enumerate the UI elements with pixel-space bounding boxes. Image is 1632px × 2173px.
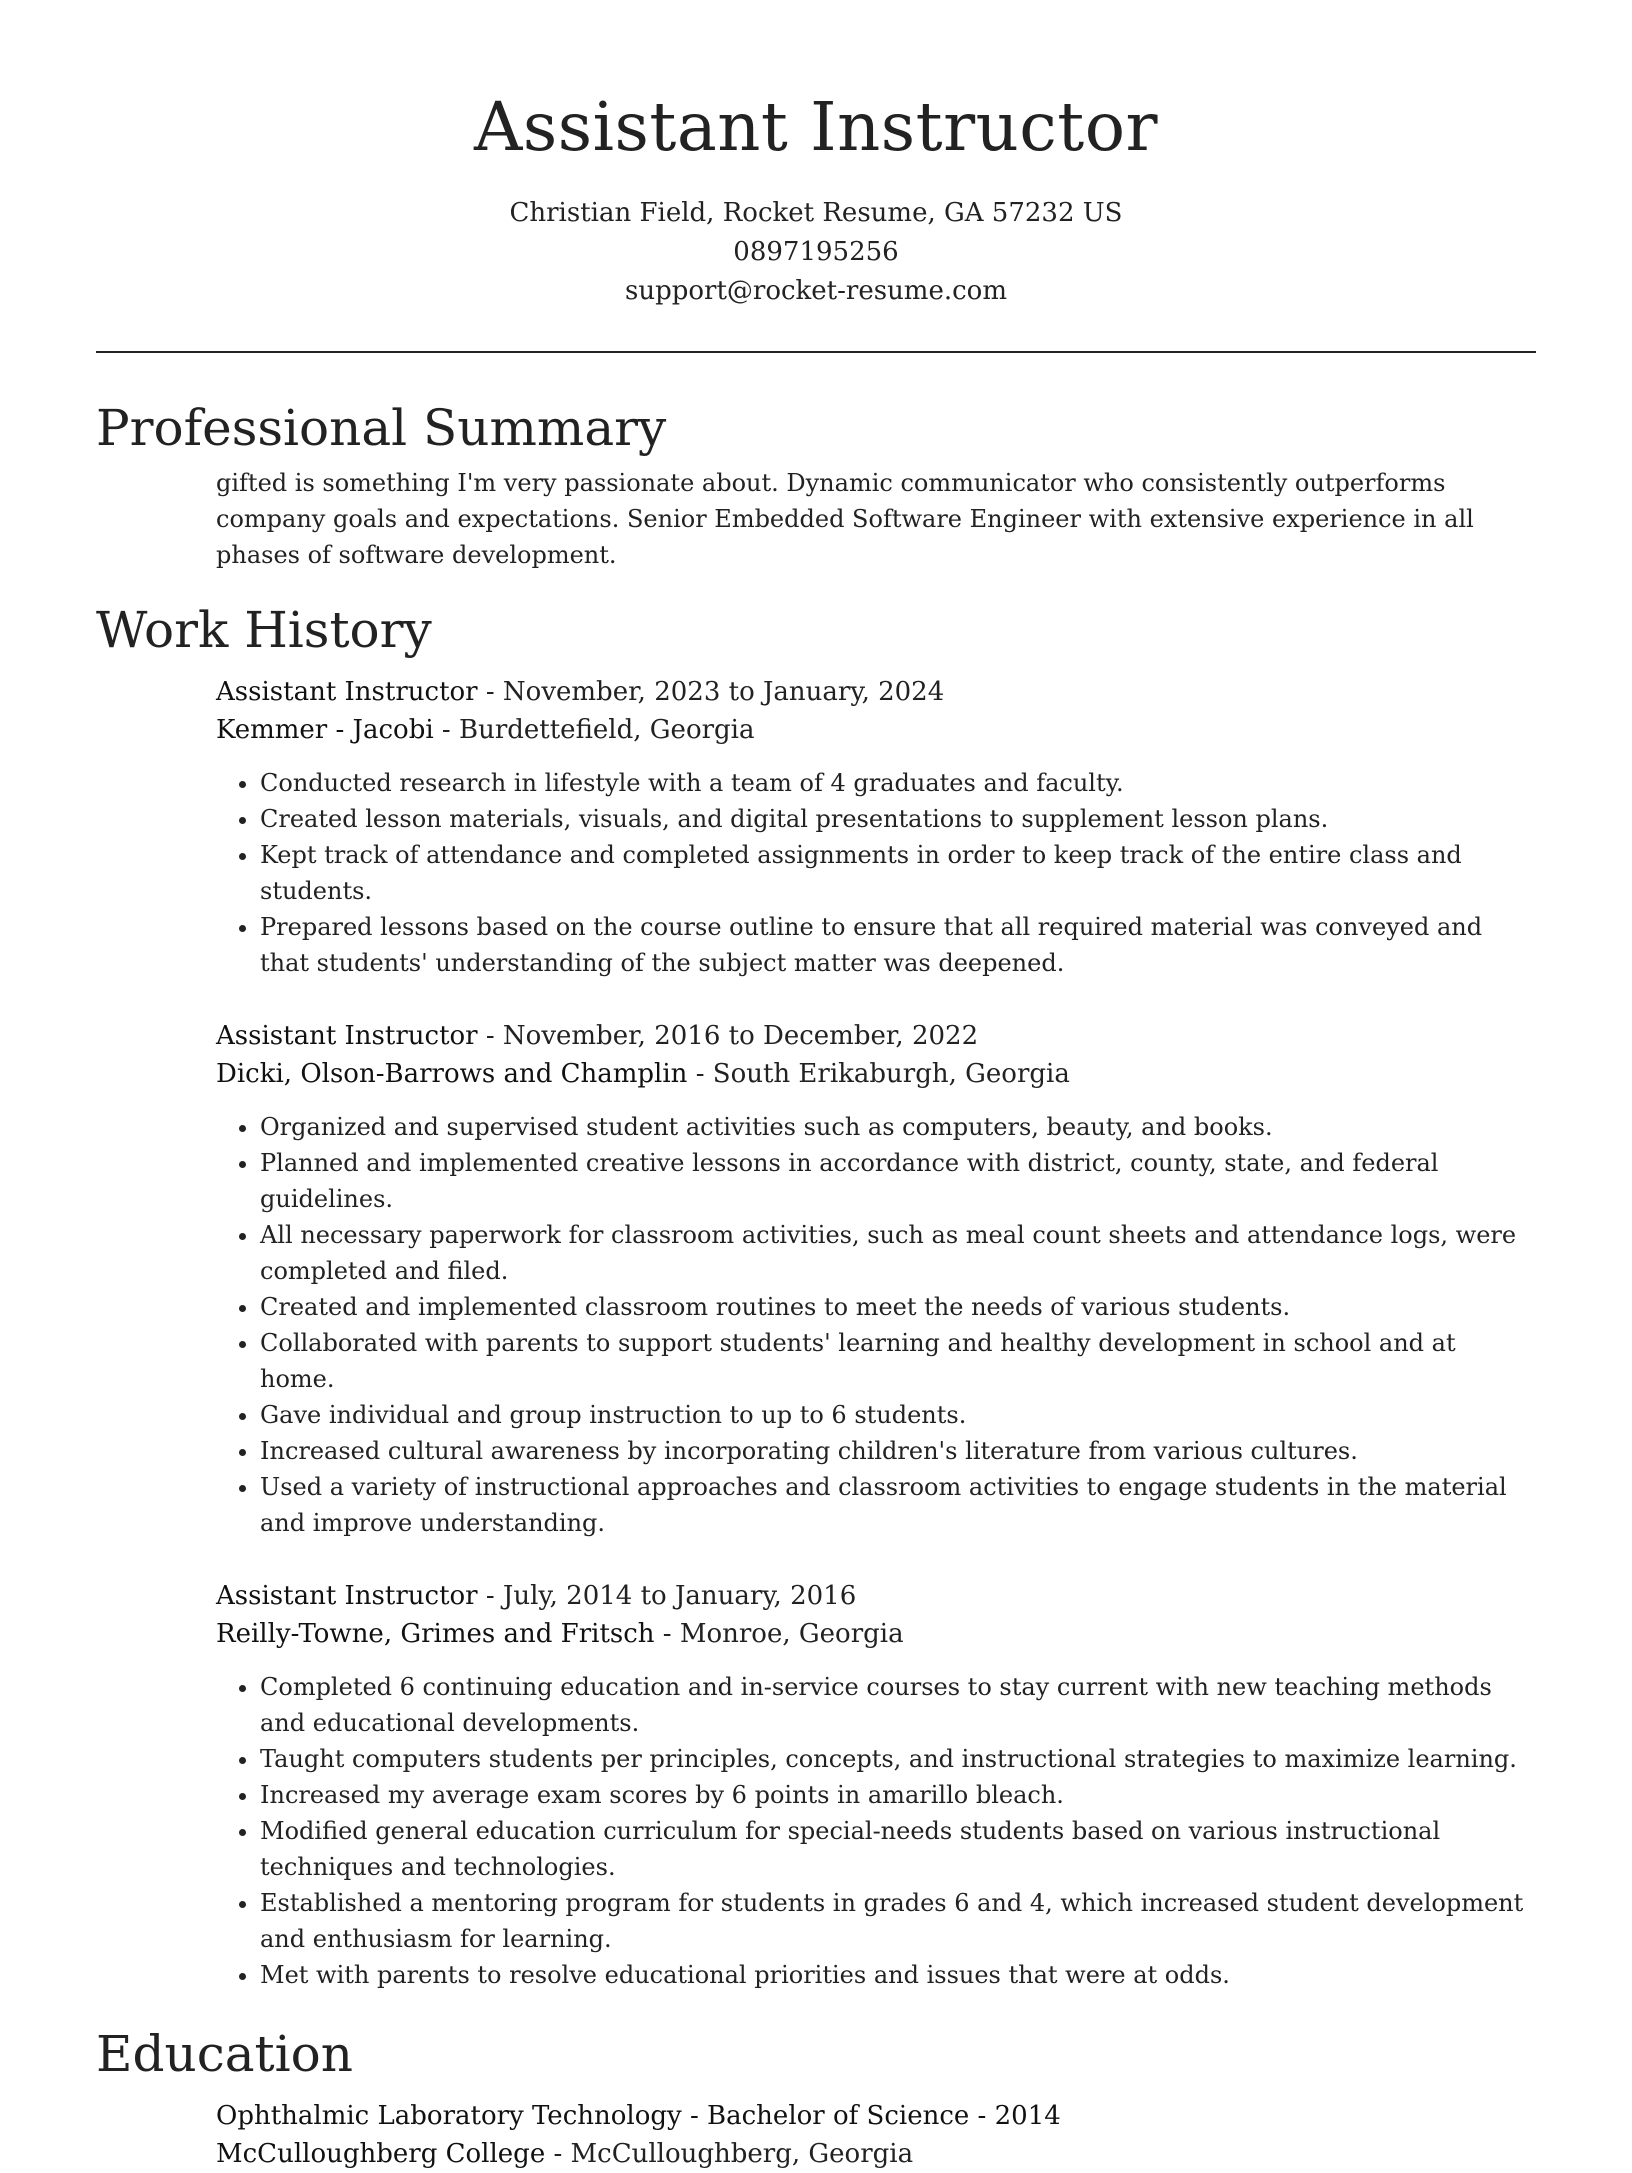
- education-field: Ophthalmic Laboratory Technology: [216, 2101, 682, 2131]
- job-bullet: • Used a variety of instructional approaches and classroom activities to engage students in the material and improve understanding.: [260, 1469, 1536, 1541]
- header-divider: [96, 351, 1536, 353]
- contact-email: support@rocket-resume.com: [624, 276, 1007, 306]
- job-entry: [216, 673, 1536, 981]
- education-degree: - Bachelor of Science: [681, 2101, 970, 2131]
- job-dates: - November, 2016 to December, 2022: [477, 1021, 979, 1051]
- job-dates: - November, 2023 to January, 2024: [477, 677, 945, 707]
- job-bullet: • Met with parents to resolve educational priorities and issues that were at odds.: [260, 1957, 1536, 1993]
- job-bullet: • Increased cultural awareness by incorporating children's literature from various cultures.: [260, 1433, 1536, 1469]
- education-degree-line: [216, 2097, 1536, 2135]
- education-school-line: [216, 2135, 1536, 2173]
- job-bullet: • Planned and implemented creative lessons in accordance with district, county, state, and federal guidelines.: [260, 1145, 1536, 1217]
- work-history-section: [216, 673, 1536, 1993]
- job-bullet: • Increased my average exam scores by 6 points in amarillo bleach.: [260, 1777, 1536, 1813]
- job-bullet: • Collaborated with parents to support students' learning and healthy development in school and at home.: [260, 1325, 1536, 1397]
- summary-section: [216, 465, 1536, 573]
- education-entry: [216, 2097, 1536, 2173]
- job-bullet-list: [216, 765, 1536, 981]
- job-bullet: • Gave individual and group instruction to up to 6 students.: [260, 1397, 1536, 1433]
- job-role: Assistant Instructor: [216, 1021, 478, 1051]
- work-history-heading: Work History: [96, 601, 432, 659]
- job-company-line: [216, 711, 1536, 749]
- job-bullet: • Conducted research in lifestyle with a team of 4 graduates and faculty.: [260, 765, 1536, 801]
- job-company-line: [216, 1615, 1536, 1653]
- resume-header: [0, 0, 1632, 311]
- education-school: McCulloughberg College: [216, 2139, 546, 2169]
- job-entry: [216, 1017, 1536, 1541]
- job-company-line: [216, 1055, 1536, 1093]
- job-company: Kemmer - Jacobi: [216, 715, 434, 745]
- job-role: Assistant Instructor: [216, 1581, 478, 1611]
- job-bullet: • Created lesson materials, visuals, and digital presentations to supplement lesson plans.: [260, 801, 1536, 837]
- job-bullet: • Kept track of attendance and completed assignments in order to keep track of the entire class and students.: [260, 837, 1536, 909]
- job-title-line: [216, 673, 1536, 711]
- contact-address: Christian Field, Rocket Resume, GA 57232 US: [509, 198, 1123, 228]
- job-bullet: • Prepared lessons based on the course outline to ensure that all required material was conveyed and that students' understanding of the subject matter was deepened.: [260, 909, 1536, 981]
- job-bullet: • Taught computers students per principles, concepts, and instructional strategies to maximize learning.: [260, 1741, 1536, 1777]
- job-dates: - July, 2014 to January, 2016: [477, 1581, 857, 1611]
- job-company: Dicki, Olson-Barrows and Champlin: [216, 1059, 688, 1089]
- job-title-line: [216, 1577, 1536, 1615]
- summary-text: gifted is something I'm very passionate about. Dynamic communicator who consistently outperforms company goals and expectations. Senior Embedded Software Engineer with extensive experience in all phases of software development.: [216, 469, 1474, 569]
- education-year: - 2014: [969, 2101, 1061, 2131]
- job-role: Assistant Instructor: [216, 677, 478, 707]
- education-location: - McCulloughberg, Georgia: [545, 2139, 914, 2169]
- job-location: - South Erikaburgh, Georgia: [687, 1059, 1070, 1089]
- job-bullet: • Modified general education curriculum for special-needs students based on various instructional techniques and technologies.: [260, 1813, 1536, 1885]
- job-bullet: • Created and implemented classroom routines to meet the needs of various students.: [260, 1289, 1536, 1325]
- job-bullet: • All necessary paperwork for classroom activities, such as meal count sheets and attendance logs, were completed and filed.: [260, 1217, 1536, 1289]
- education-section: [216, 2097, 1536, 2173]
- job-bullet-list: [216, 1669, 1536, 1993]
- resume-name: Assistant Instructor: [473, 88, 1159, 166]
- contact-phone: 0897195256: [733, 237, 899, 267]
- contact-info: [0, 194, 1632, 311]
- job-company: Reilly-Towne, Grimes and Fritsch: [216, 1619, 655, 1649]
- job-bullet: • Organized and supervised student activities such as computers, beauty, and books.: [260, 1109, 1536, 1145]
- education-heading: Education: [96, 2025, 353, 2083]
- job-title-line: [216, 1017, 1536, 1055]
- job-bullet-list: [216, 1109, 1536, 1541]
- job-location: - Burdettefield, Georgia: [433, 715, 755, 745]
- summary-heading: Professional Summary: [96, 399, 667, 457]
- job-bullet: • Established a mentoring program for students in grades 6 and 4, which increased student development and enthusiasm for learning.: [260, 1885, 1536, 1957]
- job-entry: [216, 1577, 1536, 1993]
- job-bullet: • Completed 6 continuing education and in-service courses to stay current with new teaching methods and educational developments.: [260, 1669, 1536, 1741]
- job-location: - Monroe, Georgia: [654, 1619, 904, 1649]
